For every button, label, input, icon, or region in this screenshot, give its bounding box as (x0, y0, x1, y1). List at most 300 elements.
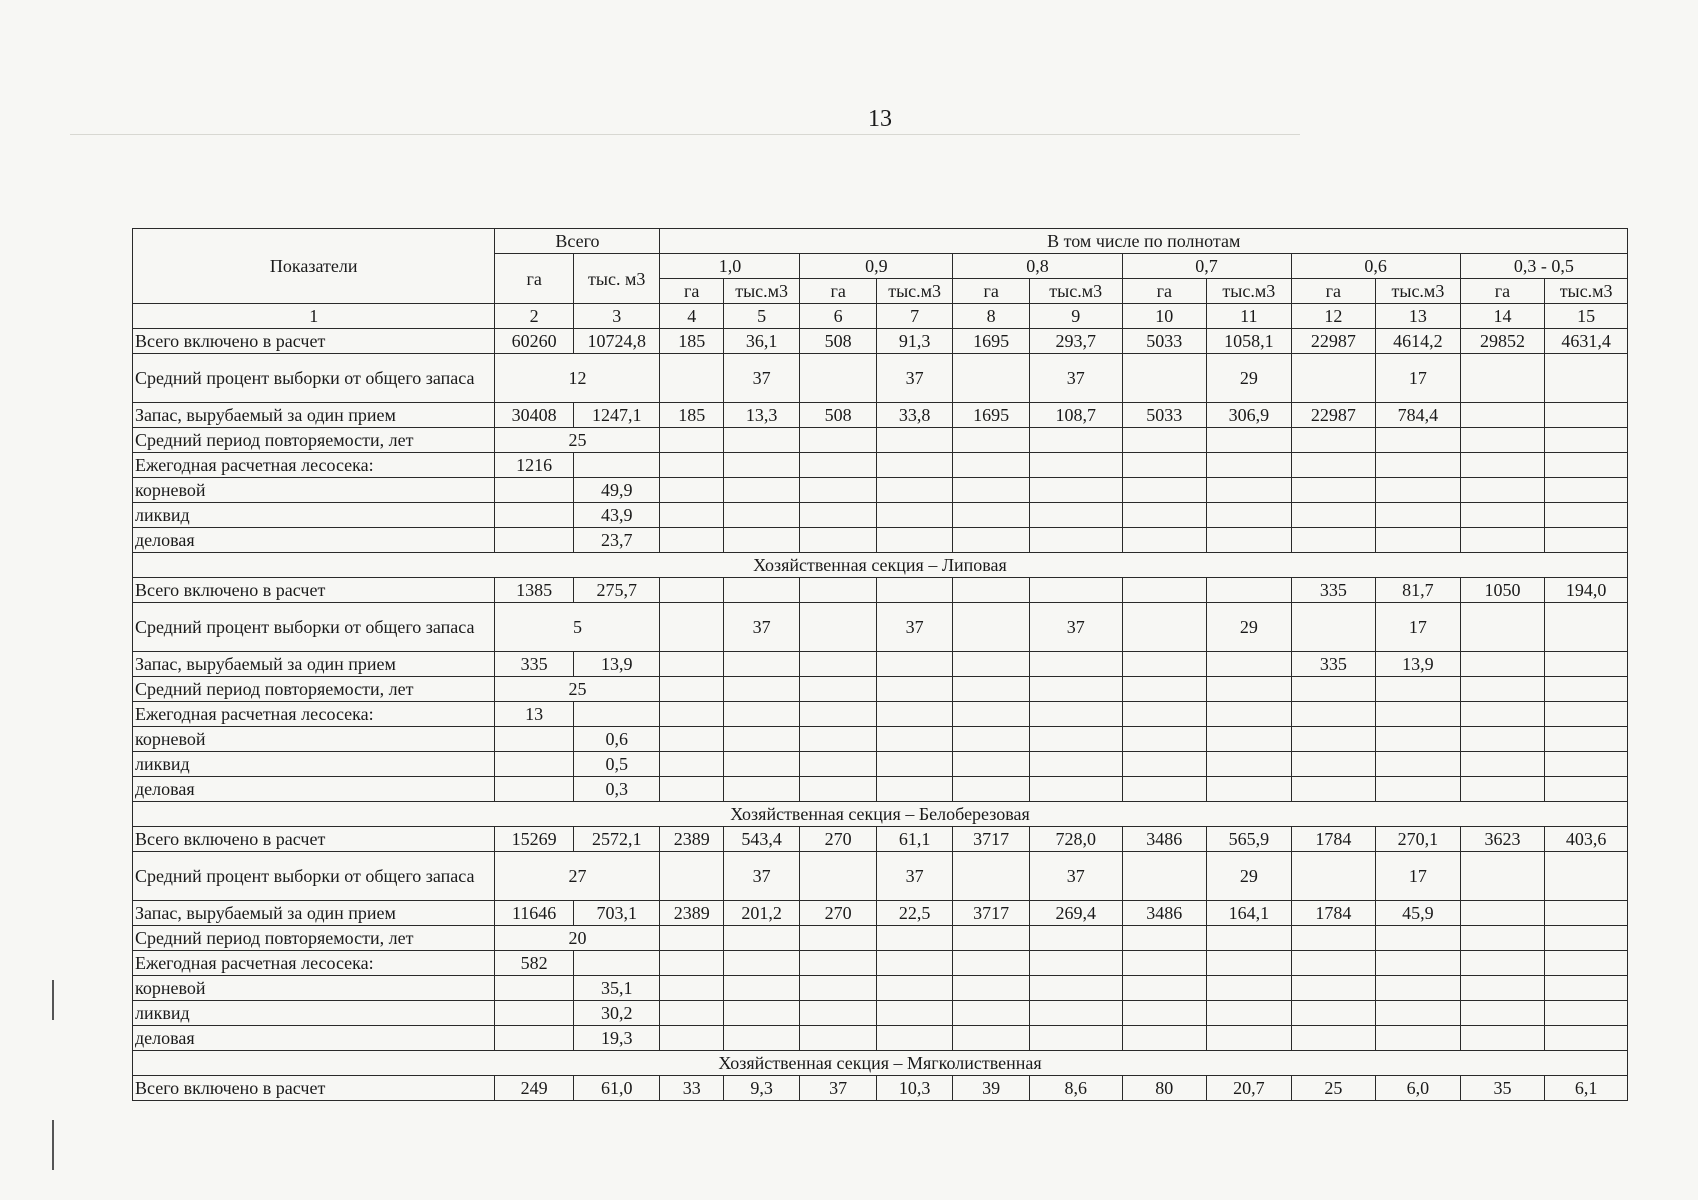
table-cell: 164,1 (1207, 901, 1292, 926)
empty-cell (1545, 528, 1628, 553)
density-percent: 37 (1029, 603, 1122, 652)
empty-cell (876, 777, 953, 802)
empty-cell (800, 453, 877, 478)
total-m3: 43,9 (573, 503, 660, 528)
empty-cell (953, 951, 1030, 976)
density-percent: 17 (1376, 354, 1461, 403)
empty-cell (876, 428, 953, 453)
empty-cell (1029, 976, 1122, 1001)
header-unit-m3: тыс.м3 (723, 279, 800, 304)
empty-cell (1122, 603, 1207, 652)
empty-cell (1291, 603, 1376, 652)
total-percent: 5 (495, 603, 660, 652)
empty-cell (1291, 727, 1376, 752)
empty-cell (660, 1026, 723, 1051)
header-density: 0,3 - 0,5 (1460, 254, 1627, 279)
empty-cell (1207, 702, 1292, 727)
empty-cell (1545, 976, 1628, 1001)
density-percent: 37 (723, 603, 800, 652)
empty-cell (1207, 528, 1292, 553)
table-cell: 33 (660, 1076, 723, 1101)
row-label: Всего включено в расчет (133, 1076, 495, 1101)
total-ha (495, 503, 574, 528)
empty-cell (1291, 852, 1376, 901)
table-cell: 29852 (1460, 329, 1545, 354)
empty-cell (1122, 528, 1207, 553)
empty-cell (876, 528, 953, 553)
density-percent: 29 (1207, 603, 1292, 652)
empty-cell (1029, 503, 1122, 528)
total-m3: 49,9 (573, 478, 660, 503)
header-density: 0,9 (800, 254, 953, 279)
header-unit-m3: тыс.м3 (1545, 279, 1628, 304)
empty-cell (1122, 1001, 1207, 1026)
table-cell: 2389 (660, 827, 723, 852)
column-number: 3 (573, 304, 660, 329)
empty-cell (800, 852, 877, 901)
table-cell (800, 652, 877, 677)
empty-cell (800, 976, 877, 1001)
empty-cell (953, 453, 1030, 478)
table-cell: 1784 (1291, 827, 1376, 852)
table-cell (1029, 652, 1122, 677)
empty-cell (1460, 354, 1545, 403)
empty-cell (800, 727, 877, 752)
section-title-row (133, 1051, 1628, 1076)
empty-cell (1545, 926, 1628, 951)
empty-cell (660, 354, 723, 403)
total-ha (495, 478, 574, 503)
empty-cell (723, 976, 800, 1001)
density-percent (1545, 603, 1628, 652)
empty-cell (953, 777, 1030, 802)
table-row (133, 677, 1628, 702)
table-cell: 3486 (1122, 901, 1207, 926)
density-percent: 37 (1029, 354, 1122, 403)
table-row (133, 901, 1628, 926)
table-cell: 22,5 (876, 901, 953, 926)
empty-cell (1029, 951, 1122, 976)
empty-cell (1545, 503, 1628, 528)
total-ha (495, 528, 574, 553)
table-cell: 30408 (495, 403, 574, 428)
table-cell: 1695 (953, 329, 1030, 354)
table-cell: 270 (800, 901, 877, 926)
table-cell: 728,0 (1029, 827, 1122, 852)
empty-cell (723, 677, 800, 702)
empty-cell (1291, 951, 1376, 976)
table-row (133, 951, 1628, 976)
density-percent: 37 (876, 852, 953, 901)
empty-cell (800, 1001, 877, 1026)
empty-cell (1122, 453, 1207, 478)
table-cell: 185 (660, 403, 723, 428)
section-title-row (133, 802, 1628, 827)
empty-cell (1376, 503, 1461, 528)
empty-cell (1029, 453, 1122, 478)
row-label: деловая (133, 777, 495, 802)
empty-cell (1207, 727, 1292, 752)
empty-cell (1029, 702, 1122, 727)
empty-cell (800, 752, 877, 777)
table-cell (1207, 652, 1292, 677)
table-cell: 15269 (495, 827, 574, 852)
column-number: 7 (876, 304, 953, 329)
empty-cell (800, 702, 877, 727)
table-cell: 61,1 (876, 827, 953, 852)
total-ha: 1216 (495, 453, 574, 478)
table-row (133, 777, 1628, 802)
table-cell: 249 (495, 1076, 574, 1101)
header-by-density: В том числе по полнотам (660, 229, 1628, 254)
empty-cell (800, 926, 877, 951)
header-unit-ha: га (660, 279, 723, 304)
empty-cell (1376, 926, 1461, 951)
table-row (133, 578, 1628, 603)
empty-cell (1460, 428, 1545, 453)
table-row (133, 1026, 1628, 1051)
empty-cell (876, 727, 953, 752)
table-row (133, 503, 1628, 528)
empty-cell (876, 976, 953, 1001)
empty-cell (953, 727, 1030, 752)
header-total-m3: тыс. м3 (573, 254, 660, 304)
empty-cell (1291, 976, 1376, 1001)
table-cell: 1058,1 (1207, 329, 1292, 354)
total-m3: 0,6 (573, 727, 660, 752)
scan-artifact-mark (52, 1120, 54, 1170)
empty-cell (723, 951, 800, 976)
empty-cell (1122, 702, 1207, 727)
empty-cell (800, 354, 877, 403)
empty-cell (660, 852, 723, 901)
empty-cell (1460, 478, 1545, 503)
table-cell: 10,3 (876, 1076, 953, 1101)
empty-cell (800, 503, 877, 528)
empty-cell (953, 926, 1030, 951)
empty-cell (1376, 976, 1461, 1001)
repeat-period: 20 (495, 926, 660, 951)
empty-cell (876, 752, 953, 777)
total-ha: 13 (495, 702, 574, 727)
density-percent (1545, 354, 1628, 403)
empty-cell (1545, 1001, 1628, 1026)
total-ha (495, 1026, 574, 1051)
column-number: 12 (1291, 304, 1376, 329)
total-m3: 0,3 (573, 777, 660, 802)
empty-cell (953, 1026, 1030, 1051)
empty-cell (1122, 1026, 1207, 1051)
density-percent: 17 (1376, 852, 1461, 901)
table-cell (1460, 901, 1545, 926)
table-cell: 508 (800, 403, 877, 428)
table-cell (1029, 578, 1122, 603)
section-title: Хозяйственная секция – Мягколиственная (133, 1051, 1628, 1076)
header-total: Всего (495, 229, 660, 254)
header-unit-ha: га (1291, 279, 1376, 304)
empty-cell (660, 951, 723, 976)
empty-cell (1291, 428, 1376, 453)
empty-cell (660, 976, 723, 1001)
empty-cell (1376, 478, 1461, 503)
empty-cell (1460, 1001, 1545, 1026)
table-row (133, 354, 1628, 403)
table-row (133, 478, 1628, 503)
table-cell: 784,4 (1376, 403, 1461, 428)
table-cell (660, 578, 723, 603)
row-label: Средний период повторяемости, лет (133, 428, 495, 453)
empty-cell (1207, 677, 1292, 702)
header-indicators: Показатели (133, 229, 495, 304)
table-row (133, 1076, 1628, 1101)
column-number: 15 (1545, 304, 1628, 329)
row-label: Всего включено в расчет (133, 329, 495, 354)
table-cell (800, 578, 877, 603)
empty-cell (1376, 1026, 1461, 1051)
table-cell: 22987 (1291, 403, 1376, 428)
header-total-ha: га (495, 254, 574, 304)
table-cell: 335 (495, 652, 574, 677)
row-label: Ежегодная расчетная лесосека: (133, 453, 495, 478)
table-cell: 36,1 (723, 329, 800, 354)
empty-cell (723, 777, 800, 802)
empty-cell (1207, 752, 1292, 777)
table-cell: 1784 (1291, 901, 1376, 926)
column-number: 13 (1376, 304, 1461, 329)
column-number: 6 (800, 304, 877, 329)
table-cell: 5033 (1122, 329, 1207, 354)
empty-cell (800, 777, 877, 802)
empty-cell (876, 503, 953, 528)
empty-cell (660, 603, 723, 652)
header-unit-ha: га (1122, 279, 1207, 304)
empty-cell (800, 428, 877, 453)
empty-cell (660, 428, 723, 453)
page-number: 13 (868, 106, 892, 132)
section-title: Хозяйственная секция – Белоберезовая (133, 802, 1628, 827)
density-percent (1545, 852, 1628, 901)
header-unit-m3: тыс.м3 (876, 279, 953, 304)
table-cell (953, 652, 1030, 677)
total-m3 (573, 702, 660, 727)
empty-cell (723, 702, 800, 727)
table-cell (1122, 578, 1207, 603)
table-cell (876, 652, 953, 677)
empty-cell (660, 1001, 723, 1026)
row-label: Всего включено в расчет (133, 578, 495, 603)
table-cell: 335 (1291, 652, 1376, 677)
row-label: Запас, вырубаемый за один прием (133, 652, 495, 677)
table-row (133, 403, 1628, 428)
empty-cell (1376, 677, 1461, 702)
empty-cell (1207, 976, 1292, 1001)
table-row (133, 652, 1628, 677)
table-cell: 5033 (1122, 403, 1207, 428)
density-percent: 37 (1029, 852, 1122, 901)
empty-cell (723, 727, 800, 752)
total-ha (495, 777, 574, 802)
empty-cell (1291, 677, 1376, 702)
empty-cell (800, 478, 877, 503)
row-label: ликвид (133, 503, 495, 528)
table-cell (1460, 652, 1545, 677)
row-label: деловая (133, 1026, 495, 1051)
empty-cell (1376, 528, 1461, 553)
table-row (133, 453, 1628, 478)
empty-cell (800, 603, 877, 652)
empty-cell (876, 453, 953, 478)
empty-cell (1122, 478, 1207, 503)
table-cell: 270 (800, 827, 877, 852)
table-cell: 508 (800, 329, 877, 354)
empty-cell (723, 1026, 800, 1051)
empty-cell (1291, 926, 1376, 951)
table-cell (1545, 901, 1628, 926)
column-number: 9 (1029, 304, 1122, 329)
empty-cell (800, 951, 877, 976)
density-percent: 29 (1207, 852, 1292, 901)
table-cell: 403,6 (1545, 827, 1628, 852)
empty-cell (1460, 702, 1545, 727)
empty-cell (723, 926, 800, 951)
total-m3: 19,3 (573, 1026, 660, 1051)
table-cell: 1050 (1460, 578, 1545, 603)
empty-cell (800, 677, 877, 702)
table-cell: 275,7 (573, 578, 660, 603)
section-title: Хозяйственная секция – Липовая (133, 553, 1628, 578)
density-percent: 29 (1207, 354, 1292, 403)
empty-cell (953, 677, 1030, 702)
empty-cell (1460, 677, 1545, 702)
column-number: 2 (495, 304, 574, 329)
empty-cell (876, 478, 953, 503)
table-row (133, 528, 1628, 553)
density-percent: 37 (876, 354, 953, 403)
table-row (133, 827, 1628, 852)
empty-cell (660, 478, 723, 503)
empty-cell (953, 478, 1030, 503)
empty-cell (1122, 951, 1207, 976)
table-cell: 293,7 (1029, 329, 1122, 354)
table-cell: 1695 (953, 403, 1030, 428)
empty-cell (1029, 727, 1122, 752)
table-row (133, 428, 1628, 453)
empty-cell (723, 528, 800, 553)
empty-cell (660, 702, 723, 727)
total-ha (495, 727, 574, 752)
empty-cell (660, 503, 723, 528)
density-percent: 37 (723, 852, 800, 901)
table-row (133, 752, 1628, 777)
empty-cell (1460, 503, 1545, 528)
column-number: 1 (133, 304, 495, 329)
empty-cell (1207, 1001, 1292, 1026)
empty-cell (1029, 752, 1122, 777)
empty-cell (1545, 677, 1628, 702)
empty-cell (800, 528, 877, 553)
row-label: Ежегодная расчетная лесосека: (133, 702, 495, 727)
empty-cell (1122, 852, 1207, 901)
column-number: 8 (953, 304, 1030, 329)
table-cell: 13,3 (723, 403, 800, 428)
empty-cell (723, 1001, 800, 1026)
empty-cell (1291, 1026, 1376, 1051)
column-number: 4 (660, 304, 723, 329)
table-cell: 9,3 (723, 1076, 800, 1101)
empty-cell (1460, 951, 1545, 976)
table-cell: 1385 (495, 578, 574, 603)
column-number: 14 (1460, 304, 1545, 329)
table-cell: 269,4 (1029, 901, 1122, 926)
empty-cell (660, 677, 723, 702)
header-density: 0,6 (1291, 254, 1460, 279)
empty-cell (660, 453, 723, 478)
table-cell: 91,3 (876, 329, 953, 354)
empty-cell (1207, 453, 1292, 478)
empty-cell (1207, 951, 1292, 976)
empty-cell (1291, 752, 1376, 777)
total-ha: 582 (495, 951, 574, 976)
empty-cell (1291, 1001, 1376, 1026)
empty-cell (1029, 677, 1122, 702)
table-cell: 1247,1 (573, 403, 660, 428)
table-cell (1460, 403, 1545, 428)
row-label: Всего включено в расчет (133, 827, 495, 852)
row-label: Ежегодная расчетная лесосека: (133, 951, 495, 976)
row-label: ликвид (133, 752, 495, 777)
empty-cell (1029, 428, 1122, 453)
empty-cell (1291, 528, 1376, 553)
total-ha (495, 752, 574, 777)
table-cell (660, 652, 723, 677)
table-cell: 565,9 (1207, 827, 1292, 852)
table-cell: 194,0 (1545, 578, 1628, 603)
empty-cell (876, 951, 953, 976)
table-cell (723, 578, 800, 603)
total-percent: 27 (495, 852, 660, 901)
table-cell: 2389 (660, 901, 723, 926)
table-cell: 703,1 (573, 901, 660, 926)
table-cell: 306,9 (1207, 403, 1292, 428)
empty-cell (953, 1001, 1030, 1026)
row-label: Средний процент выборки от общего запаса (133, 852, 495, 901)
table-cell: 108,7 (1029, 403, 1122, 428)
row-label: корневой (133, 478, 495, 503)
empty-cell (1291, 503, 1376, 528)
empty-cell (1376, 1001, 1461, 1026)
table-cell: 3623 (1460, 827, 1545, 852)
row-label: Запас, вырубаемый за один прием (133, 901, 495, 926)
row-label: корневой (133, 727, 495, 752)
row-label: ликвид (133, 1001, 495, 1026)
empty-cell (660, 777, 723, 802)
density-percent: 17 (1376, 603, 1461, 652)
density-percent: 37 (723, 354, 800, 403)
table-cell: 20,7 (1207, 1076, 1292, 1101)
empty-cell (876, 926, 953, 951)
table-cell (953, 578, 1030, 603)
empty-cell (1376, 777, 1461, 802)
column-number: 11 (1207, 304, 1292, 329)
empty-cell (1122, 976, 1207, 1001)
empty-cell (1460, 852, 1545, 901)
table-cell: 22987 (1291, 329, 1376, 354)
header-unit-ha: га (953, 279, 1030, 304)
empty-cell (723, 453, 800, 478)
empty-cell (1122, 752, 1207, 777)
total-ha (495, 976, 574, 1001)
total-m3: 23,7 (573, 528, 660, 553)
